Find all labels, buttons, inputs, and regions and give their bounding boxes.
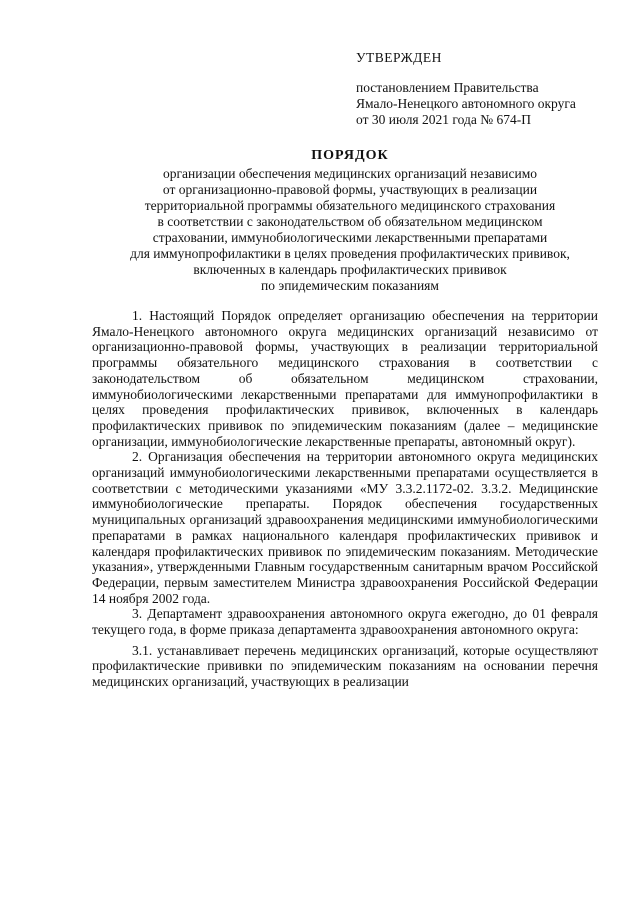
title-line: территориальной программы обязательного медицинского страхования (144, 198, 556, 213)
paragraph-1: 1. Настоящий Порядок определяет организацию обеспечения на территории Ямало-Ненецкого автономного округа медицинских организаций независимо от организационно-правовой формы, участвующих в реализации территориальной программы обязательного медицинского страхования в соответствии с законодательством об обязательном медицинском страховании, иммунобиологическими лекарственными препаратами для иммунопрофилактики в целях проведения профилактических прививок, включенных в календарь профилактических прививок по эпидемическим показаниям (далее – медицинские организации, иммунобиологические лекарственные препараты, автономный округ). (92, 308, 598, 449)
approval-stamp (356, 50, 626, 128)
approved-label: УТВЕРЖДЕН (356, 50, 442, 65)
title-line: страховании, иммунобиологическими лекарственными препаратами (152, 230, 548, 245)
title-line: в соответствии с законодательством об обязательном медицинском (157, 214, 543, 229)
paragraph-2: 2. Организация обеспечения на территории автономного округа медицинских организаций иммунобиологическими лекарственными препаратами осуществляется в соответствии с методическими указаниями «МУ 3.3.2.1172-02. 3.3.2. Медицинские иммунобиологические препараты. Порядок обеспечения государственных муниципальных организаций здравоохранения медицинскими иммунобиологическими препаратами в рамках национального календаря профилактических прививок и календаря профилактических прививок по эпидемическим показаниям. Методические указания», утвержденными Главным государственным санитарным врачом Российской Федерации, первым заместителем Министра здравоохранения Российской Федерации 14 ноября 2002 года. (92, 449, 598, 606)
title-line: по эпидемическим показаниям (261, 278, 439, 293)
document-body (92, 308, 598, 690)
approval-line-2: Ямало-Ненецкого автономного округа (356, 96, 576, 111)
approval-line-3: от 30 июля 2021 года № 674-П (356, 112, 531, 127)
paragraph-3-1: 3.1. устанавливает перечень медицинских организаций, которые осуществляют профилактические прививки по эпидемическим показаниям на основании перечня медицинских организаций, участвующих в реализации (92, 642, 598, 690)
approval-line-1: постановлением Правительства (356, 80, 539, 95)
title-line: включенных в календарь профилактических прививок (193, 262, 507, 277)
document-title-block (90, 148, 610, 294)
paragraph-3: 3. Департамент здравоохранения автономного округа ежегодно, до 01 февраля текущего года, в форме приказа департамента здравоохранения автономного округа: (92, 606, 598, 638)
title-line: организации обеспечения медицинских организаций независимо (163, 166, 537, 181)
title-line: для иммунопрофилактики в целях проведения профилактических прививок, (130, 246, 570, 261)
title-line: от организационно-правовой формы, участвующих в реализации (162, 182, 538, 197)
document-title: ПОРЯДОК (311, 148, 389, 163)
